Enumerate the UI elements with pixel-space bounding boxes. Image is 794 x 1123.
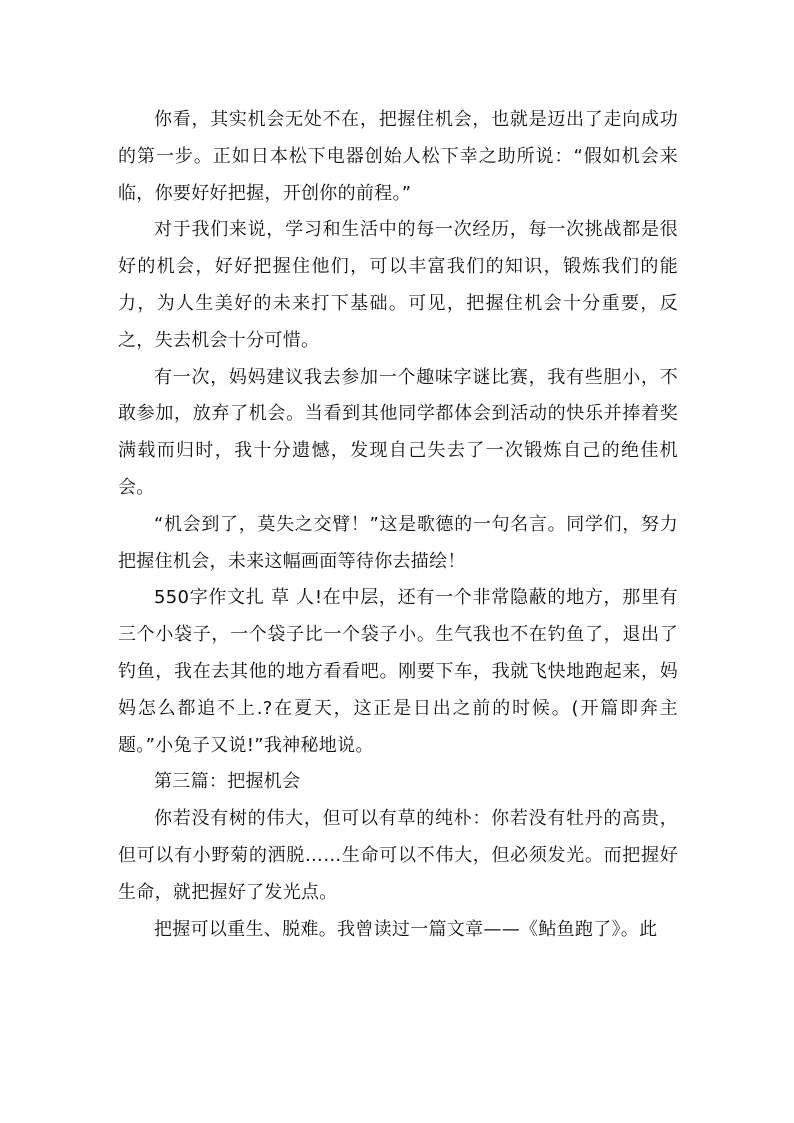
paragraph-7: 把握可以重生、脱难。我曾读过一篇文章——《鲇鱼跑了》。此 [154,918,658,940]
paragraph-4: “机会到了，莫失之交臂！”这是歌德的一句名言。同学们，努力把握住机会，未来这幅画面等待你去描绘！ [118,513,678,572]
paragraph-5: 550字作文扎 草 人!在中层，还有一个非常隐蔽的地方，那里有三个小袋子，一个袋子比一个袋子小。生气我也不在钓鱼了，退出了钓鱼，我在去其他的地方看看吧。刚要下车，我就飞快地跑起来，妈妈怎么都追不上.?在夏天，这正是日出之前的时候。(开篇即奔主题。”小兔子又说!”我神秘地说。 [118,587,678,756]
paragraph-6: 你若没有树的伟大，但可以有草的纯朴：你若没有牡丹的高贵，但可以有小野菊的洒脱……生命可以不伟大，但必须发光。而把握好生命，就把握好了发光点。 [118,808,678,903]
paragraph-2: 对于我们来说，学习和生活中的每一次经历，每一次挑战都是很好的机会，好好把握住他们，可以丰富我们的知识，锻炼我们的能力，为人生美好的未来打下基础。可见，把握住机会十分重要，反之，失去机会十分可惜。 [118,219,678,351]
section-heading: 第三篇：把握机会 [154,771,301,793]
document-body [118,102,678,948]
paragraph-3: 有一次，妈妈建议我去参加一个趣味字谜比赛，我有些胆小，不敢参加，放弃了机会。当看到其他同学都体会到活动的快乐并捧着奖满载而归时，我十分遗憾，发现自己失去了一次锻炼自己的绝佳机会。 [118,366,678,498]
paragraph-1: 你看，其实机会无处不在，把握住机会，也就是迈出了走向成功的第一步。正如日本松下电器创始人松下幸之助所说：“假如机会来临，你要好好把握，开创你的前程。” [118,109,678,204]
